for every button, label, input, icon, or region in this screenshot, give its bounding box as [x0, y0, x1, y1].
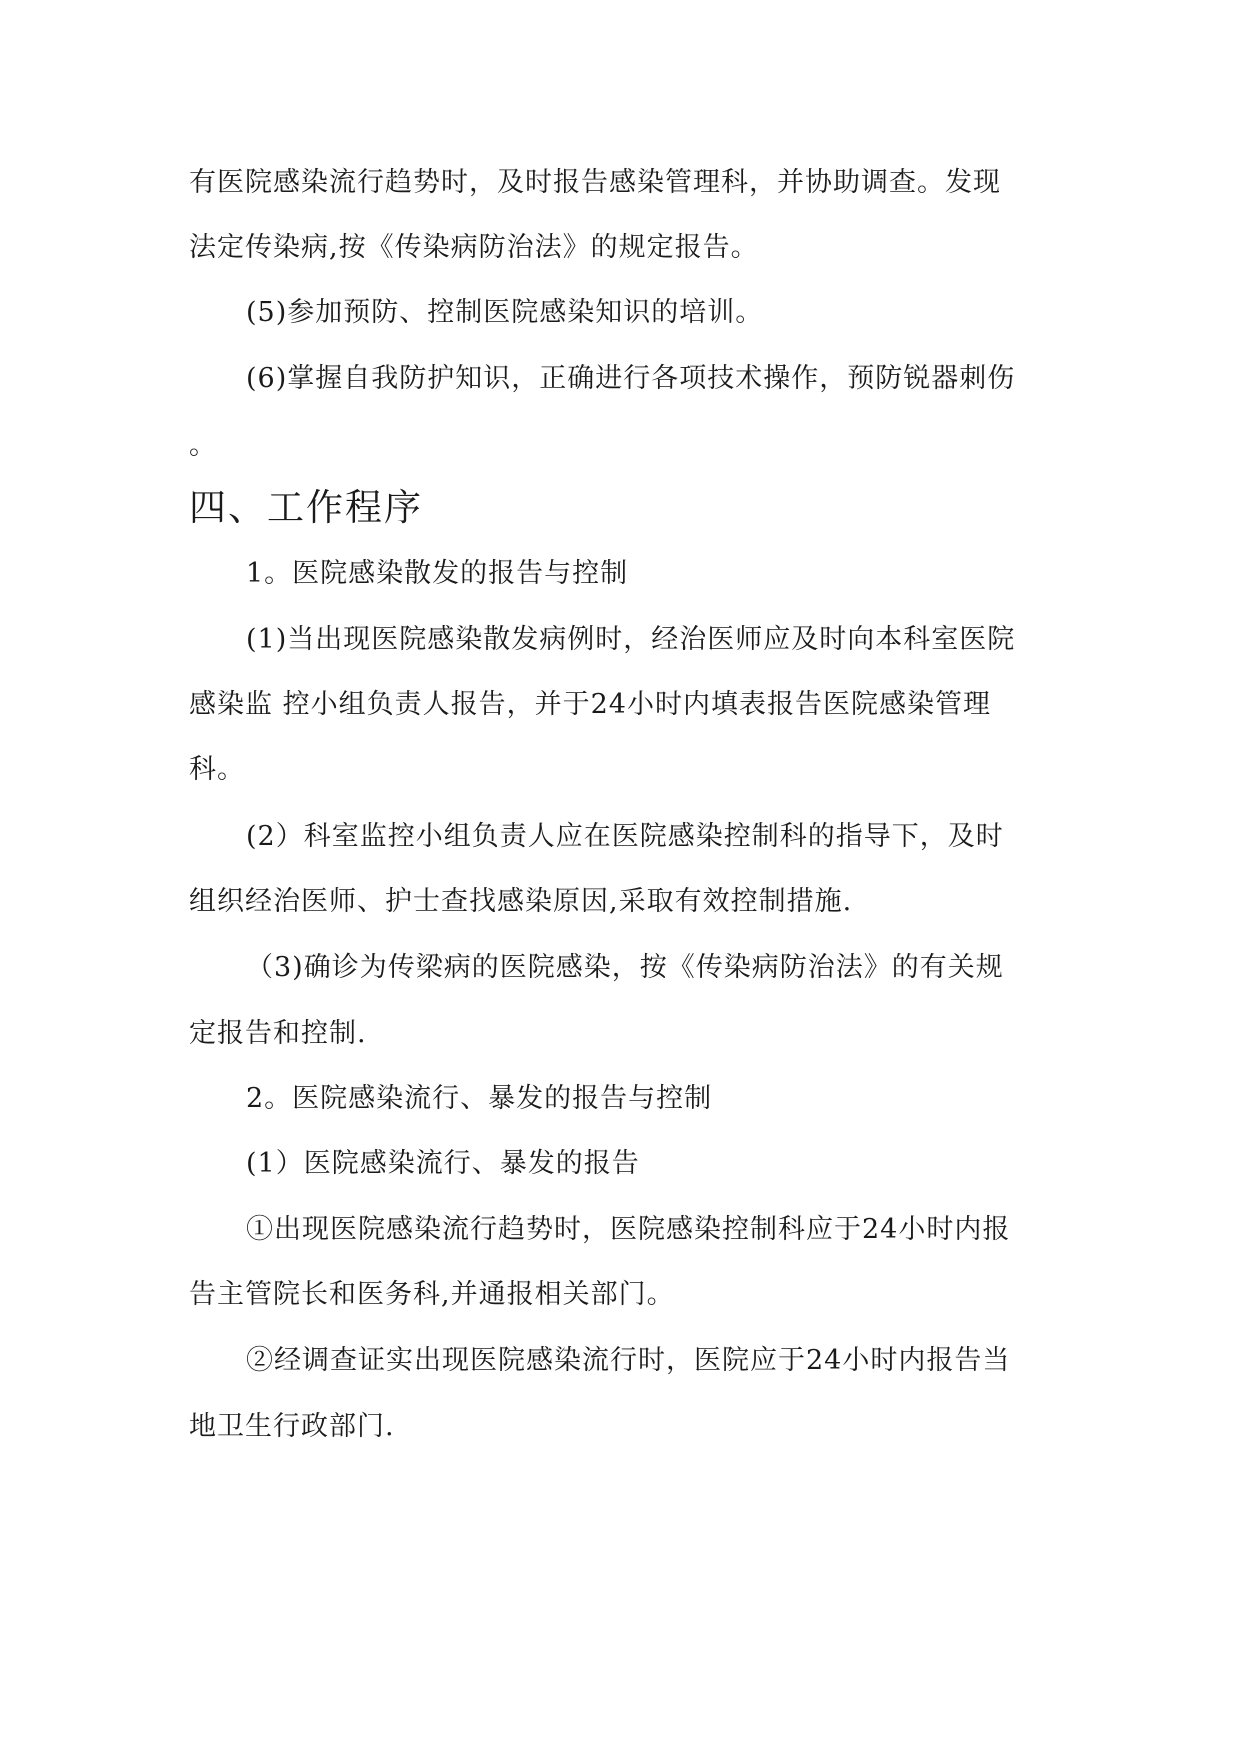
- paragraph-line: ②经调查证实出现医院感染流行时，医院应于24小时内报告当: [246, 1345, 1011, 1376]
- paragraph-line: (2）科室监控小组负责人应在医院感染控制科的指导下，及时: [246, 821, 1004, 852]
- section-heading: 四、工作程序: [189, 486, 423, 529]
- paragraph-line: 感染监 控小组负责人报告，并于24小时内填表报告医院感染管理: [189, 689, 991, 720]
- paragraph-line: 法定传染病,按《传染病防治法》的规定报告。: [189, 232, 759, 263]
- paragraph-line: 2。医院感染流行、暴发的报告与控制: [246, 1083, 713, 1114]
- paragraph-line: 告主管院长和医务科,并通报相关部门。: [189, 1279, 675, 1310]
- paragraph-line: （3)确诊为传梁病的医院感染，按《传染病防治法》的有关规: [246, 952, 1004, 983]
- paragraph-line: 地卫生行政部门.: [189, 1411, 395, 1442]
- paragraph-line: 有医院感染流行趋势时，及时报告感染管理科，并协助调查。发现: [189, 167, 1001, 198]
- paragraph-line: 。: [189, 430, 217, 461]
- paragraph-line: ①出现医院感染流行趋势时，医院感染控制科应于24小时内报: [246, 1214, 1011, 1245]
- paragraph-line: (1)当出现医院感染散发病例时，经治医师应及时向本科室医院: [246, 624, 1016, 655]
- paragraph-line: (5)参加预防、控制医院感染知识的培训。: [246, 297, 764, 328]
- paragraph-line: 科。: [189, 754, 245, 785]
- paragraph-line: 定报告和控制.: [189, 1018, 367, 1049]
- paragraph-line: (6)掌握自我防护知识，正确进行各项技术操作，预防锐器刺伤: [246, 363, 1016, 394]
- paragraph-line: (1）医院感染流行、暴发的报告: [246, 1148, 640, 1179]
- paragraph-line: 组织经治医师、护士查找感染原因,采取有效控制措施.: [189, 886, 853, 917]
- paragraph-line: 1。医院感染散发的报告与控制: [246, 558, 629, 589]
